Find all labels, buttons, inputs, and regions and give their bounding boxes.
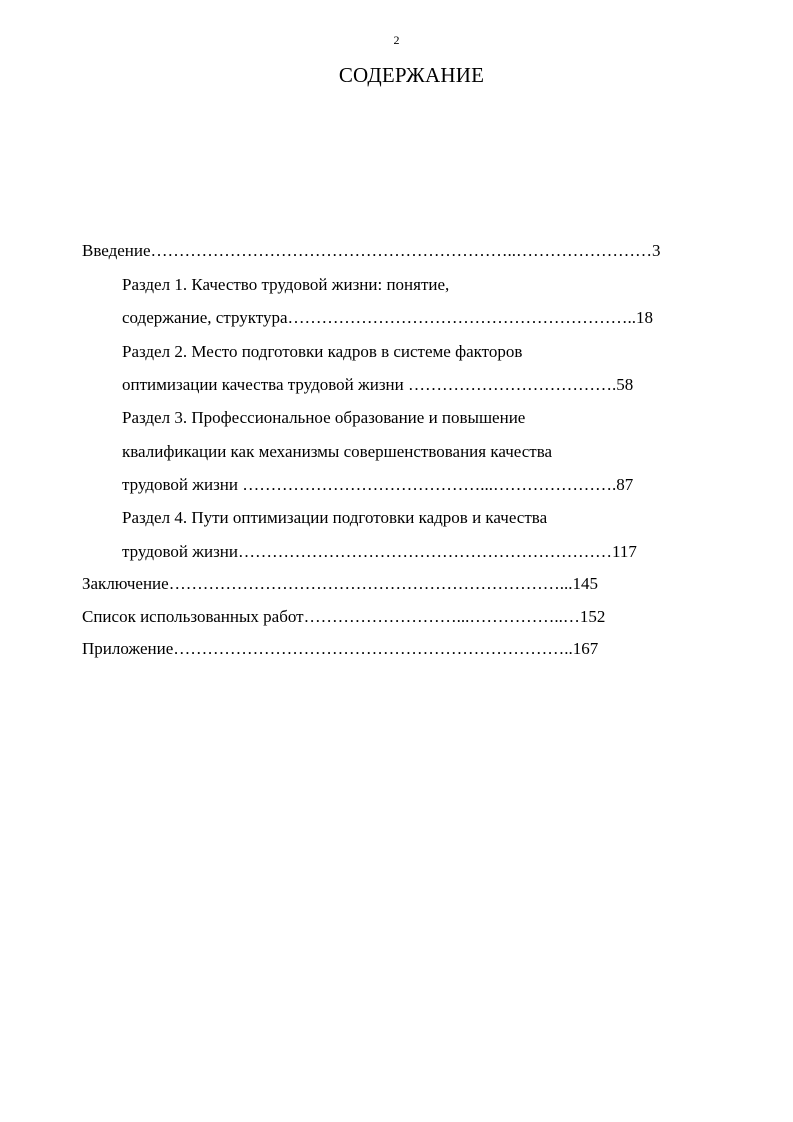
toc-entry-section-4-line-1: Раздел 4. Пути оптимизации подготовки кадров и качества bbox=[122, 508, 548, 527]
page-number: 2 bbox=[393, 33, 400, 47]
toc-entry-section-1-line-1: Раздел 1. Качество трудовой жизни: понятие, bbox=[122, 275, 450, 294]
toc-entry-conclusion: Заключение……………………………………………………………...145 bbox=[82, 574, 598, 593]
toc-entry-introduction: Введение………………………………………………………..……………………3 bbox=[82, 241, 661, 260]
toc-entry-section-3-line-2: квалификации как механизмы совершенствования качества bbox=[122, 442, 553, 461]
toc-entry-section-2-line-2: оптимизации качества трудовой жизни ……………………………….58 bbox=[122, 375, 634, 394]
toc-entry-references: Список использованных работ………………………...……………..…152 bbox=[82, 607, 606, 626]
page-title: СОДЕРЖАНИЕ bbox=[338, 63, 485, 87]
toc-entry-section-3-line-3: трудовой жизни ……………………………………...………………….87 bbox=[122, 475, 634, 494]
toc-entry-section-2-line-1: Раздел 2. Место подготовки кадров в системе факторов bbox=[122, 342, 523, 361]
toc-entry-section-3-line-1: Раздел 3. Профессиональное образование и повышение bbox=[122, 408, 526, 427]
toc-entry-appendix: Приложение……………………………………………………………..167 bbox=[82, 639, 599, 658]
toc-entry-section-1-line-2: содержание, структура……………………………………………………..18 bbox=[122, 308, 654, 327]
toc-entry-section-4-line-2: трудовой жизни…………………………………………………………117 bbox=[122, 542, 637, 561]
